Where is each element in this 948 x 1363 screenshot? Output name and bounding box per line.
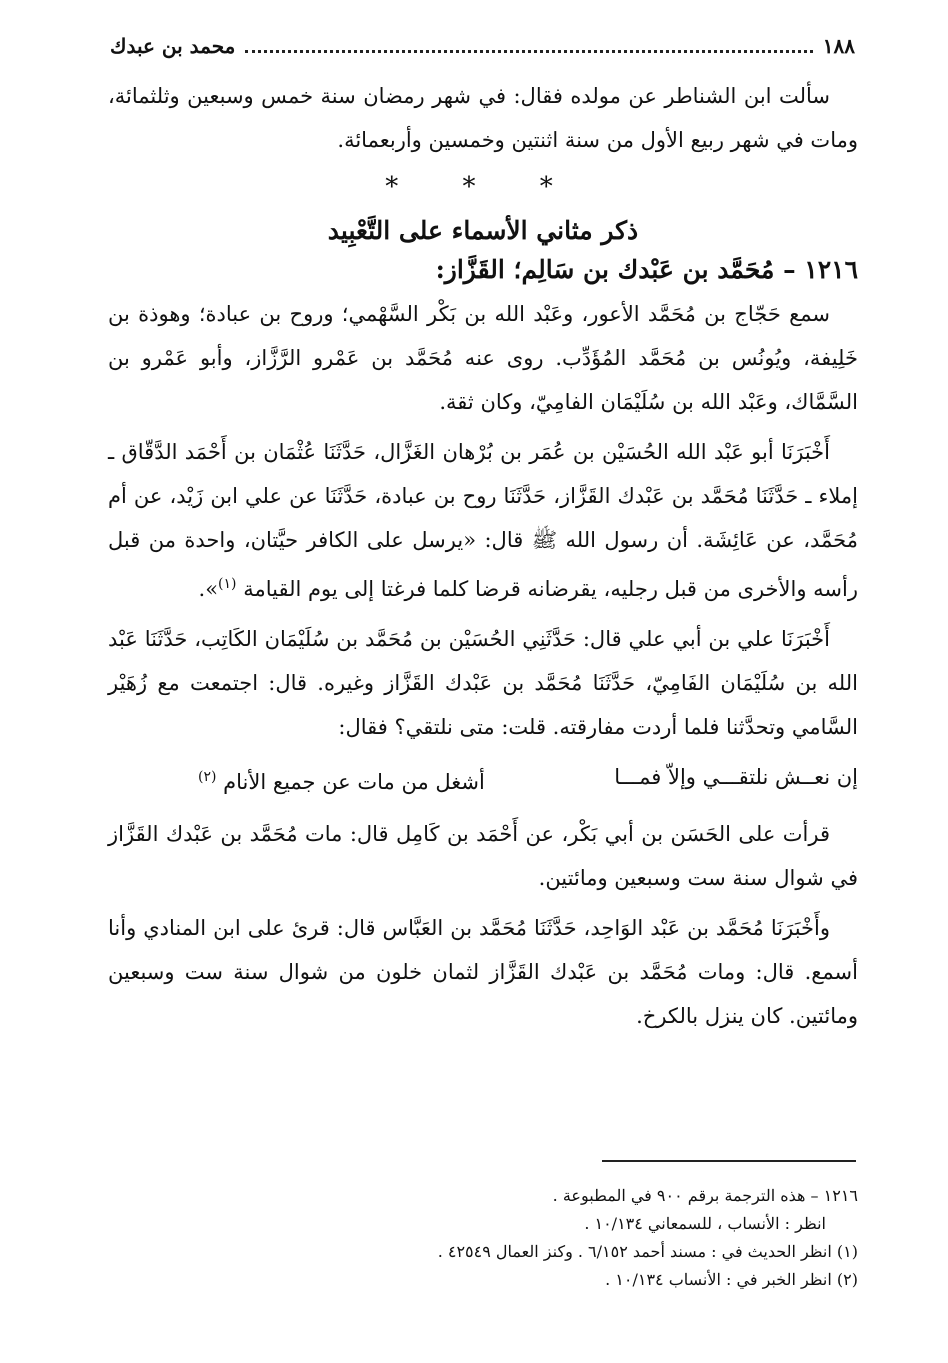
paragraph-4: قرأت على الحَسَن بن أبي بَكْر، عن أَحْمَد بن كَامِل قال: مات مُحَمَّد بن عَبْدك القَزَّاز في شوال سنة ست وسبعين ومائتين.: [108, 822, 858, 890]
footnotes: [108, 1182, 858, 1294]
poetry-verse: [108, 755, 858, 804]
verse-second-hemistich: أشغل من مات عن جميع الأنام: [223, 770, 485, 794]
header-dot-leader: [245, 40, 812, 53]
paragraph-intro: سألت ابن الشناطر عن مولده فقال: في شهر رمضان سنة خمس وسبعين وثلثمائة، ومات في شهر ربيع الأول من سنة اثنتين وخمسين وأربعمائة.: [108, 84, 858, 152]
verse-first-hemistich: إن نعــش نلتقـــي وإلاّ فمـــا: [614, 765, 858, 789]
footnote-1216: ١٢١٦ – هذه الترجمة برقم ٩٠٠ في المطبوعة .: [552, 1186, 858, 1205]
section-divider-stars: * * *: [385, 172, 581, 202]
page-header: [110, 30, 855, 62]
footnote-marker-1: (١): [218, 576, 237, 592]
paragraph-3: أَخْبَرَنَا علي بن أبي علي قال: حَدَّثَنِي الحُسَيْن بن مُحَمَّد بن سُلَيْمَان الكَاتِب، حَدَّثَنَا عَبْد الله بن سُلَيْمَان الفَامِيّ، حَدَّثَنَا مُحَمَّد بن عَبْدك القَزَّاز وغيره. قال: اجتمعت مع زُهَيْر السَّامي وتحدَّثنا فلما أردت مفارقته. قلت: متى نلتقي؟ فقال:: [108, 627, 858, 739]
paragraph-5: وأَخْبَرَنَا مُحَمَّد بن عَبْد الوَاحِد، حَدَّثَنَا مُحَمَّد بن العَبَّاس قال: قرئ على ابن المنادي وأنا أسمع. قال: ومات مُحَمَّد بن عَبْدك القَزَّاز لثمان خلون من شوال سنة ست وسبعين ومائتين. كان ينزل بالكرخ.: [108, 916, 858, 1028]
footnote-marker-2: (٢): [198, 769, 217, 785]
page-number: ١٨٨: [822, 34, 855, 58]
paragraph-2: [108, 430, 858, 611]
footnote-1216-ref: انظر : الأنساب ، للسمعاني ١٠/١٣٤ .: [584, 1214, 826, 1233]
footnote-separator: [602, 1160, 856, 1162]
entry-title: ١٢١٦ – مُحَمَّد بن عَبْدك بن سَالِم؛ القَزَّاز:: [435, 255, 858, 284]
paragraph-2-text: أَخْبَرَنَا أبو عَبْد الله الحُسَيْن بن عُمَر بن بُرْهان الغَزَّال، حَدَّثَنَا عُثْمَان بن أَحْمَد الدَّقّاق ـ إملاء ـ حَدَّثَنَا مُحَمَّد بن عَبْدك القَزَّاز، حَدَّثَنَا روح بن عبادة، حَدَّثَنَا عن علي ابن زَيْد، عن أم مُحَمَّد، عن عَائِشَة. أن رسول الله ﷺ قال: «يرسل على الكافر حيَّتان، واحدة من قبل رأسه والأخرى من قبل رجليه، يقرضانه قرضا كلما فرغتا إلى يوم القيامة: [108, 440, 858, 601]
paragraph-1: سمع حَجّاج بن مُحَمَّد الأعور، وعَبْد الله بن بَكْر السَّهْمي؛ وروح بن عبادة؛ وهوذة بن خَلِيفة، ويُونُس بن مُحَمَّد المُؤَدِّب. روى عنه مُحَمَّد بن عَمْرو الرَّزَّاز، وأبو عَمْرو بن السَّمَّاك، وعَبْد الله بن سُلَيْمَان الفامِيّ، وكان ثقة.: [108, 302, 858, 414]
footnote-2: (٢) انظر الخبر في : الأنساب ١٠/١٣٤ .: [605, 1270, 858, 1289]
running-title: محمد بن عبدك: [110, 34, 236, 58]
footnote-1: (١) انظر الحديث في : مسند أحمد ٦/١٥٢ . وكنز العمال ٤٢٥٤٩ .: [437, 1242, 858, 1261]
paragraph-2-end: ».: [198, 577, 219, 601]
verse-second-hemistich-wrap: [198, 755, 485, 804]
page-body: [108, 74, 858, 1044]
section-title: ذكر مثاني الأسماء على التَّعْبِيد: [327, 216, 639, 245]
